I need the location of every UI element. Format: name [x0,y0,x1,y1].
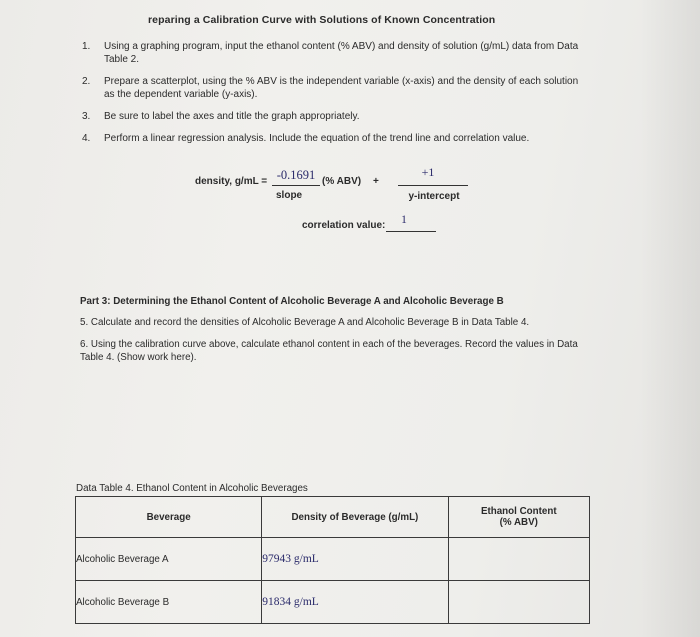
table-title: Data Table 4. Ethanol Content in Alcoholic Beverages [76,483,308,494]
slope-value: -0.1691 [276,168,316,182]
table-header-row [76,497,590,538]
page-shadow [640,0,700,637]
instruction-item: 1. Using a graphing program, input the ethanol content (% ABV) and density of solution (g/mL) data from Data Table 2. [82,41,579,65]
part3-section [80,296,580,373]
header-ethanol-line1: Ethanol Content [480,506,557,517]
header-ethanol-line2: (% ABV) [499,517,538,528]
part3-step5: 5. Calculate and record the densities of Alcoholic Beverage A and Alcoholic Beverage B in Data Table 4. [80,317,530,328]
intercept-blank-line [398,185,468,186]
cell-density: 97943 g/mL [262,538,448,581]
header-ethanol [448,497,589,538]
abv-label: (% ABV) [322,176,362,187]
density-equation-label: density, g/mL = [195,176,268,187]
header-beverage: Beverage [76,497,262,538]
header-density: Density of Beverage (g/mL) [262,497,448,538]
instruction-item: 2. Prepare a scatterplot, using the % ABV is the independent variable (x-axis) and the density of each solution as the dependent variable (y-axis). [82,76,579,100]
slope-label: slope [276,190,303,201]
correlation-label: correlation value: [302,220,386,231]
part3-step6: 6. Using the calibration curve above, calculate ethanol content in each of the beverages. Record the values in Data Table 4. (Show work here). [80,339,578,363]
intercept-value: +1 [421,165,435,179]
cell-ethanol [448,581,589,624]
table-row [76,538,590,581]
instruction-item: 4. Perform a linear regression analysis. Include the equation of the trend line and correlation value. [82,133,530,144]
cell-density: 91834 g/mL [262,581,448,624]
cell-ethanol [448,538,589,581]
correlation-value: 1 [401,214,407,226]
slope-blank-line [272,185,320,186]
instruction-item: 3. Be sure to label the axes and title the graph appropriately. [82,111,360,122]
part3-heading: Part 3: Determining the Ethanol Content of Alcoholic Beverage A and Alcoholic Beverage B [80,296,504,307]
instruction-list [82,40,582,154]
page-title: reparing a Calibration Curve with Solutions of Known Concentration [148,14,496,26]
table-row [76,581,590,624]
intercept-label: y-intercept [408,191,460,202]
correlation-blank-line [386,231,436,232]
plus-sign: + [373,176,379,187]
data-table-4 [75,496,590,624]
cell-beverage: Alcoholic Beverage B [76,581,262,624]
cell-beverage: Alcoholic Beverage A [76,538,262,581]
